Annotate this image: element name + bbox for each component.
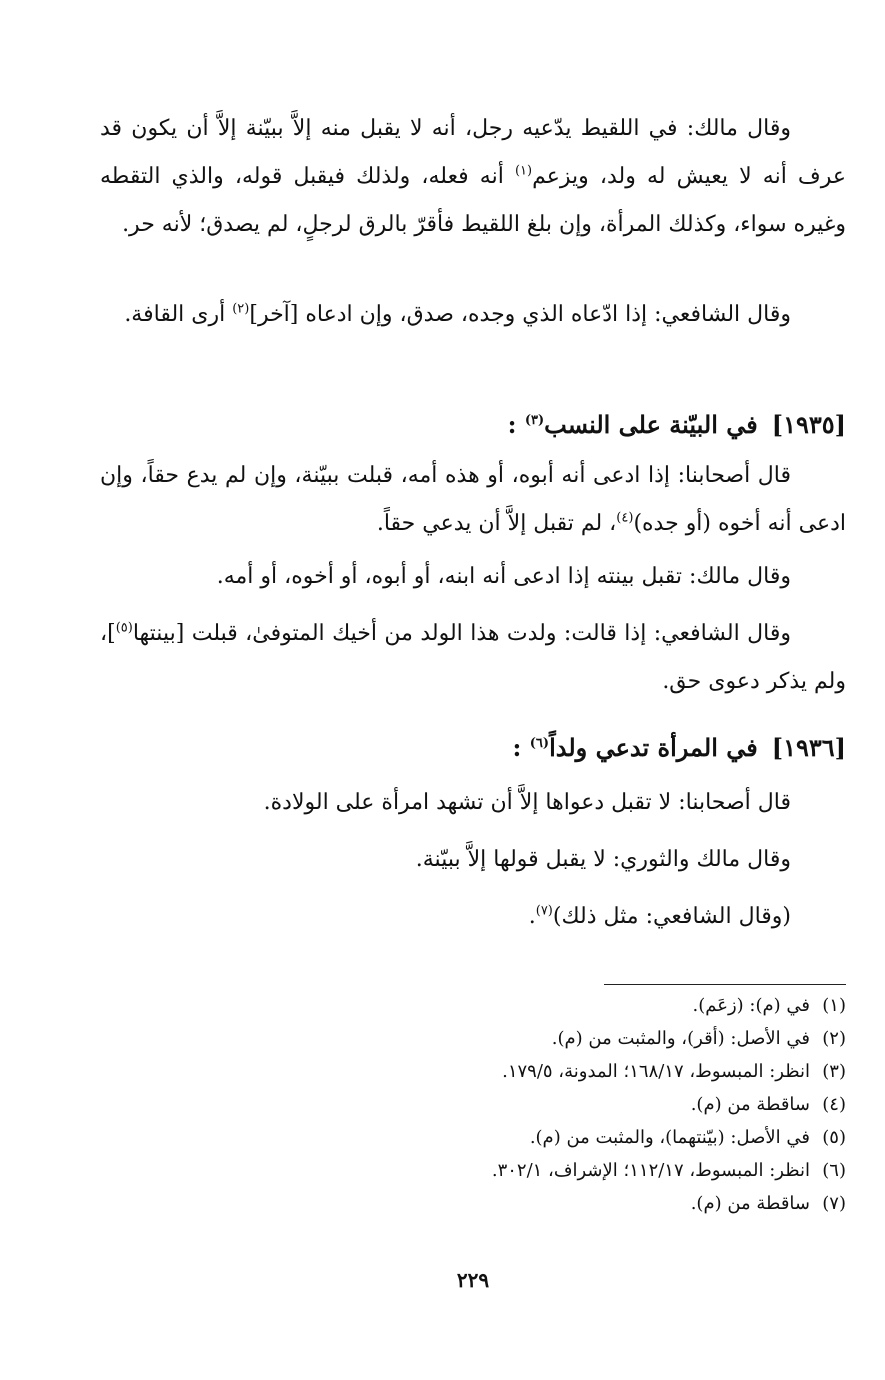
- footnote-marker: (٧): [535, 903, 553, 919]
- footnote-number: (٧): [822, 1193, 846, 1214]
- footnote-separator: [604, 984, 846, 985]
- malik-thawri-paragraph: [100, 836, 846, 884]
- footnote-marker: (٤): [616, 510, 634, 526]
- footnote-item: [100, 1187, 846, 1220]
- shafii-mara-paragraph: [100, 893, 846, 941]
- footnote-item: [100, 1055, 846, 1088]
- footnote-number: (٣): [822, 1061, 846, 1082]
- body-paragraph: قال أصحابنا: لا تقبل دعواها إلاَّ أن تشهد امرأة على الولادة.: [263, 790, 791, 815]
- footnote-item: [100, 1022, 846, 1055]
- section-heading-1935: [١٩٣٥]في البيّنة على النسب$^{(٣)}$ :: [507, 410, 846, 439]
- footnote-marker: (٢): [232, 301, 250, 317]
- section-number: [١٩٣٦]: [771, 733, 846, 762]
- malik-laqit-paragraph: [100, 105, 846, 249]
- body-paragraph: (وقال الشافعي: مثل ذلك)$^{(٧)}$.: [528, 903, 791, 929]
- footnote-item: [100, 1121, 846, 1154]
- body-paragraph: وقال مالك والثوري: لا يقبل قولها إلاَّ ببيّنة.: [415, 847, 791, 872]
- footnote-number: (١): [822, 995, 846, 1016]
- footnote-text: انظر: المبسوط، ١١٢/١٧؛ الإشراف، ٣٠٢/١.: [491, 1160, 810, 1181]
- shafii-nasab-paragraph: [100, 610, 846, 706]
- footnote-item: [100, 1154, 846, 1187]
- body-paragraph: وقال الشافعي: إذا قالت: ولدت هذا الولد من أخيك المتوفىٰ، قبلت [بينتها$^{(٥)}$]، ولم يذكر دعوى حق.: [100, 620, 846, 694]
- footnote-number: (٥): [822, 1127, 846, 1148]
- section-number: [١٩٣٥]: [771, 410, 846, 439]
- body-paragraph: وقال مالك: تقبل بينته إذا ادعى أنه ابنه، أو أبوه، أو أخوه، أو أمه.: [216, 564, 791, 589]
- footnote-number: (٦): [822, 1160, 846, 1181]
- footnotes: [100, 989, 846, 1220]
- footnote-text: ساقطة من (م).: [690, 1094, 810, 1115]
- footnote-marker: (١): [514, 163, 533, 179]
- footnote-number: (٤): [822, 1094, 846, 1115]
- footnote-marker: (٦): [529, 736, 550, 751]
- ashabuna-nasab-paragraph: [100, 452, 846, 548]
- malik-nasab-paragraph: [100, 553, 846, 601]
- body-paragraph: وقال مالك: في اللقيط يدّعيه رجل، أنه لا يقبل منه إلاَّ ببيّنة إلاَّ أن يكون قد عرف أنه لا يعيش له ولد، ويزعم$^{(١)}$ أنه فعله، ولذلك فيقبل قوله، والذي التقطه وغيره سواء، وكذلك المرأة، وإن بلغ اللقيط فأقرّ بالرق لرجلٍ، لم يصدق؛ لأنه حر.: [100, 116, 846, 237]
- body-paragraph: قال أصحابنا: إذا ادعى أنه أبوه، أو هذه أمه، قبلت ببيّنة، وإن لم يدع حقاً، وإن ادعى أنه أخوه (أو جده)$^{(٤)}$، لم تقبل إلاَّ أن يدعي حقاً.: [100, 463, 846, 536]
- footnote-number: (٢): [822, 1028, 846, 1049]
- book-page: [100, 0, 846, 1380]
- ashabuna-mara-paragraph: [100, 779, 846, 827]
- page-number: ٢٢٩: [456, 1268, 490, 1292]
- shafii-laqit-paragraph: [100, 291, 846, 339]
- footnote-text: في الأصل: (أقر)، والمثبت من (م).: [551, 1028, 810, 1049]
- footnote-text: في الأصل: (بيّنتهما)، والمثبت من (م).: [529, 1127, 810, 1148]
- footnote-marker: (٥): [115, 620, 133, 636]
- footnote-item: [100, 989, 846, 1022]
- footnote-item: [100, 1088, 846, 1121]
- footnote-text: ساقطة من (م).: [690, 1193, 810, 1214]
- section-heading-1936: [١٩٣٦]في المرأة تدعي ولداً$^{(٦)}$ :: [512, 733, 846, 762]
- section-title: في المرأة تدعي ولداً: [549, 733, 758, 762]
- footnote-text: في (م): (زعَم).: [692, 995, 810, 1016]
- footnote-marker: (٣): [524, 413, 545, 428]
- footnote-text: انظر: المبسوط، ١٦٨/١٧؛ المدونة، ١٧٩/٥.: [502, 1061, 810, 1082]
- body-paragraph: وقال الشافعي: إذا ادّعاه الذي وجده، صدق، وإن ادعاه [آخر]$^{(٢)}$ أرى القافة.: [124, 301, 791, 327]
- section-title: في البيّنة على النسب: [544, 410, 758, 439]
